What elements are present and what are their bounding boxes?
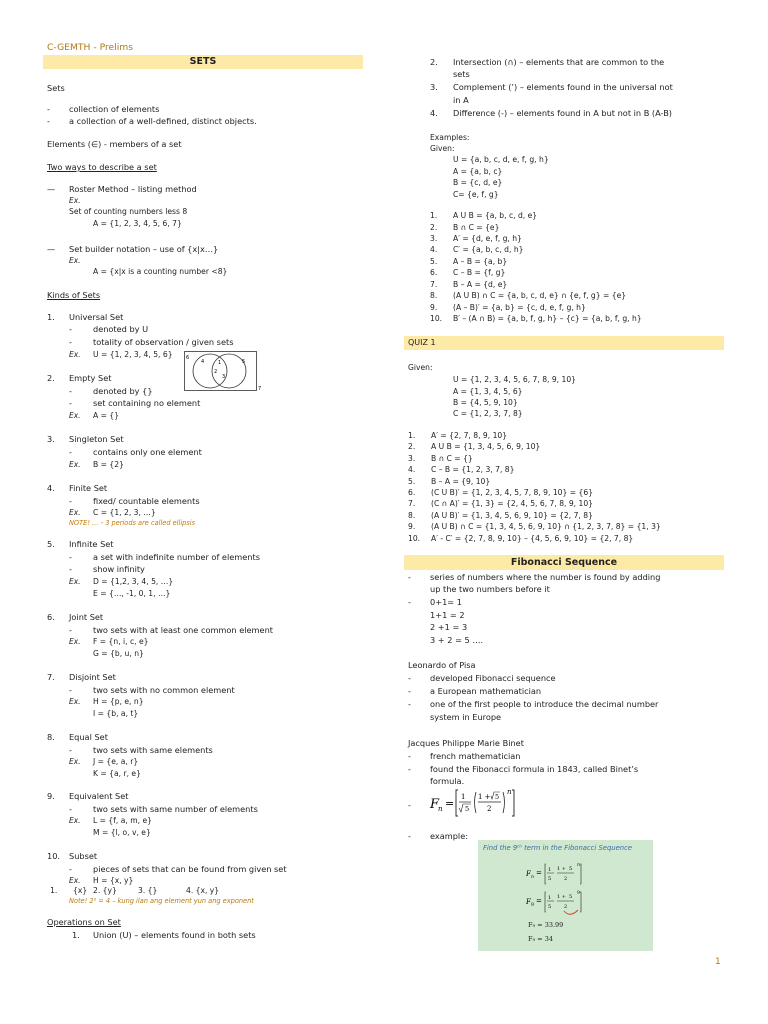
formula-one: 1	[548, 867, 552, 873]
venn-diagram	[184, 351, 264, 393]
bullet-dash: -	[408, 572, 411, 582]
kind-title: Infinite Set	[69, 539, 114, 549]
answer-text: A′ = {2, 7, 8, 9, 10}	[431, 431, 508, 440]
example-label: Ex.	[69, 757, 81, 766]
example-label: Ex.	[69, 411, 81, 420]
kind-example: A = {}	[93, 411, 120, 420]
answer-number: 9.	[430, 303, 438, 312]
venn-label: 1	[218, 360, 222, 366]
kind-bullet: two sets with no common element	[93, 685, 235, 695]
formula-two: 2	[564, 876, 568, 882]
sets-heading: Sets	[47, 83, 65, 93]
answer-text: (C ∩ A)′ = {1, 3} = {2, 4, 5, 6, 7, 8, 9, 10}	[431, 499, 594, 508]
kind-example: C = {1, 2, 3, …}	[93, 508, 156, 517]
kind-title: Empty Set	[69, 373, 112, 383]
example-label: Ex.	[69, 350, 81, 359]
kind-bullet: set containing no element	[93, 398, 201, 408]
formula-bracket-right	[512, 790, 514, 816]
formula-subscript: n	[438, 805, 443, 813]
example-label: Ex.	[69, 637, 81, 646]
answer-number: 1.	[408, 431, 416, 440]
formula-one: 1	[461, 793, 466, 801]
bullet-dash: -	[69, 337, 72, 347]
answer-number: 10.	[408, 534, 421, 543]
bullet-dash: -	[408, 699, 411, 709]
bullet-dash: -	[408, 597, 411, 607]
kind-bullet: show infinity	[93, 564, 145, 574]
venn-label: 4	[201, 359, 205, 365]
given-set: B = {4, 5, 9, 10}	[453, 398, 518, 407]
answer-text: A′ - C′ = {2, 7, 8, 9, 10} – {4, 5, 6, 9, 10} = {2, 7, 8}	[431, 534, 634, 543]
kind-number: 4.	[47, 483, 55, 493]
kinds-heading: Kinds of Sets	[47, 290, 101, 300]
bullet-dash: -	[408, 831, 411, 841]
given-set: A = {a, b, c}	[453, 167, 503, 176]
formula-two: 2	[564, 904, 568, 910]
answer-text: (A U B) ∩ C = {1, 3, 4, 5, 6, 9, 10} ∩ {1, 2, 3, 7, 8} = {1, 3}	[431, 522, 661, 531]
formula-two: 2	[487, 805, 492, 813]
kind-number: 6.	[47, 612, 55, 622]
kind-example: L = {f, a, m, e}	[93, 816, 152, 825]
answer-number: 3.	[430, 234, 438, 243]
two-ways-heading: Two ways to describe a set	[47, 162, 157, 172]
bracket-left	[545, 864, 546, 884]
bullet-dash: -	[69, 386, 72, 396]
binet-fact-cont: formula.	[430, 776, 465, 786]
kind-bullet: pieces of sets that can be found from given set	[93, 864, 287, 874]
op-number: 3.	[430, 82, 438, 92]
op-number: 2.	[430, 57, 438, 67]
answer-number: 3.	[408, 454, 416, 463]
formula-one-plus: 1 +	[557, 866, 566, 872]
fib-calc: 2 +1 = 3	[430, 622, 468, 632]
binet-heading: Jacques Philippe Marie Binet	[408, 738, 524, 748]
formula-f: F	[526, 898, 531, 906]
fib-def-line: up the two numbers before it	[430, 584, 550, 594]
bullet-dash: -	[69, 625, 72, 635]
kind-title: Singleton Set	[69, 434, 124, 444]
bullet-dash: -	[69, 398, 72, 408]
answer-number: 4.	[408, 465, 416, 474]
op-text: sets	[453, 69, 470, 79]
answer-text: (A U B) ∩ C = {a, b, c, d, e} ∩ {e, f, g} = {e}	[453, 291, 627, 300]
page-title: SETS	[189, 56, 217, 67]
given-label: Given:	[408, 363, 433, 372]
formula-f: F	[430, 797, 440, 812]
paren-left	[475, 792, 477, 813]
example-result-1: F₉ = 33.99	[528, 921, 564, 929]
formula-subscript: n	[531, 875, 534, 880]
given-set: U = {1, 2, 3, 4, 5, 6, 7, 8, 9, 10}	[453, 375, 577, 384]
subset-item: 4. {x, y}	[186, 886, 220, 895]
op-text: in A	[453, 95, 469, 105]
kind-bullet: a set with indefinite number of elements	[93, 552, 260, 562]
venn-label: 2	[214, 369, 218, 375]
kind-bullet: denoted by U	[93, 324, 149, 334]
answer-number: 5.	[408, 477, 416, 486]
kind-number: 2.	[47, 373, 55, 383]
kind-example: H = {p, e, n}	[93, 697, 144, 706]
formula-five: 5	[569, 894, 573, 900]
fibonacci-title: Fibonacci Sequence	[510, 557, 618, 568]
ellipsis-note: NOTE! … - 3 periods are called ellipsis	[69, 519, 196, 527]
bullet-dash: -	[408, 751, 411, 761]
answer-number: 2.	[430, 223, 438, 232]
formula-five: 5	[495, 793, 500, 801]
given-set: C = {1, 2, 3, 7, 8}	[453, 409, 523, 418]
fib-def-line: series of numbers where the number is found by adding	[430, 572, 661, 582]
given-set: C= {e, f, g}	[453, 190, 499, 199]
op-text: Difference (-) – elements found in A but not in B (A-B)	[453, 108, 673, 118]
kind-number: 7.	[47, 672, 55, 682]
bracket-left	[545, 892, 546, 912]
binet-fact: french mathematician	[430, 751, 521, 761]
answer-text: A′ = {d, e, f, g, h}	[453, 234, 522, 243]
formula-exponent: n	[507, 788, 512, 796]
given-set: U = {a, b, c, d, e, f, g, h}	[453, 155, 549, 164]
kind-title: Joint Set	[69, 612, 104, 622]
venn-label: 7	[258, 386, 262, 392]
example-formula	[524, 858, 614, 916]
bullet-dash: -	[47, 116, 50, 126]
bullet-dash: -	[69, 552, 72, 562]
builder-value: A = {x|x is a counting number <8}	[93, 267, 228, 276]
formula-bracket-left	[456, 790, 458, 816]
formula-one: 1	[548, 895, 552, 901]
elements-line: Elements (∈) - members of a set	[47, 139, 182, 149]
bullet-dash: -	[69, 447, 72, 457]
bracket-right	[580, 864, 581, 884]
bullet-dash: -	[408, 673, 411, 683]
subset-item: 2. {y}	[93, 886, 117, 895]
example-label: Ex.	[69, 256, 81, 265]
example-label: Ex.	[69, 577, 81, 586]
example-image-title: Find the 9ᵗʰ term in the Fibonacci Sequence	[483, 844, 632, 852]
answer-text: C – B = {1, 2, 3, 7, 8}	[431, 465, 515, 474]
op-text: Intersection (∩) – elements that are common to the	[453, 57, 665, 67]
kind-title: Universal Set	[69, 312, 124, 322]
kind-title: Subset	[69, 851, 98, 861]
bullet-dash: -	[69, 745, 72, 755]
red-annotation-arc	[564, 910, 578, 914]
binet-fact: found the Fibonacci formula in 1843, called Binet’s	[430, 764, 639, 774]
bullet-dash: -	[47, 104, 50, 114]
quiz-title: QUIZ 1	[408, 338, 436, 347]
title-band	[43, 55, 363, 69]
formula-equals: =	[536, 869, 542, 877]
example-label: Ex.	[69, 460, 81, 469]
fib-calc: 3 + 2 = 5 ….	[430, 635, 484, 645]
bullet-dash: -	[69, 804, 72, 814]
given-set: B = {c, d, e}	[453, 178, 503, 187]
answer-number: 7.	[408, 499, 416, 508]
kind-bullet: denoted by {}	[93, 386, 153, 396]
answer-number: 7.	[430, 280, 438, 289]
op-text: Union (U) – elements found in both sets	[93, 930, 256, 940]
binet-example-image	[478, 840, 653, 951]
subset-item: {x}	[73, 886, 88, 895]
leonardo-fact: developed Fibonacci sequence	[430, 673, 556, 683]
answer-text: C′ = {a, b, c, d, h}	[453, 245, 524, 254]
page-number: 1	[715, 957, 721, 967]
bullet-dash: -	[408, 686, 411, 696]
answer-text: B ∩ C = {}	[431, 454, 473, 463]
venn-label: 3	[222, 374, 226, 380]
formula-exponent: 9	[577, 891, 580, 896]
formula-five: 5	[548, 904, 552, 910]
example-label: Ex.	[69, 196, 81, 205]
binet-formula	[428, 786, 528, 820]
example-label: Ex.	[69, 508, 81, 517]
answer-number: 6.	[408, 488, 416, 497]
em-dash-bullet: —	[47, 244, 56, 254]
answer-number: 4.	[430, 245, 438, 254]
answer-text: B – A = {9, 10}	[431, 477, 491, 486]
example-label: Ex.	[69, 697, 81, 706]
answer-number: 6.	[430, 268, 438, 277]
example-label: example:	[430, 831, 468, 841]
kind-bullet: two sets with at least one common element	[93, 625, 273, 635]
answer-number: 9.	[408, 522, 416, 531]
kind-title: Equal Set	[69, 732, 108, 742]
bullet-dash: -	[69, 324, 72, 334]
kind-bullet: totality of observation / given sets	[93, 337, 234, 347]
answer-number: 8.	[408, 511, 416, 520]
leonardo-heading: Leonardo of Pisa	[408, 660, 476, 670]
answer-number: 8.	[430, 291, 438, 300]
subset-item: 3. {}	[138, 886, 158, 895]
kind-title: Disjoint Set	[69, 672, 116, 682]
kind-example: U = {1, 2, 3, 4, 5, 6}	[93, 350, 173, 359]
kind-example: E = {…, -1, 0, 1, …}	[93, 589, 171, 598]
answer-text: B′ – (A ∩ B) = {a, b, f, g, h} – {c} = {a, b, f, g, h}	[453, 314, 642, 323]
kind-number: 1.	[47, 312, 55, 322]
answer-number: 5.	[430, 257, 438, 266]
answer-number: 10.	[430, 314, 443, 323]
formula-equals: =	[536, 897, 542, 905]
op-number: 4.	[430, 108, 438, 118]
bullet-dash: -	[408, 800, 411, 810]
kind-example: F = {n, i, c, e}	[93, 637, 149, 646]
paren-right	[503, 792, 505, 813]
operations-heading: Operations on Set	[47, 917, 121, 927]
formula-subscript: 9	[531, 903, 534, 908]
roster-title: Roster Method – listing method	[69, 184, 197, 194]
kind-example: G = {b, u, n}	[93, 649, 144, 658]
fib-calc: 0+1= 1	[430, 597, 462, 607]
op-number: 1.	[72, 930, 80, 940]
formula-f: F	[526, 870, 531, 878]
answer-number: 1.	[430, 211, 438, 220]
roster-desc: Set of counting numbers less 8	[69, 207, 188, 216]
em-dash-bullet: —	[47, 184, 56, 194]
bullet-dash: -	[69, 685, 72, 695]
quiz-band	[404, 336, 724, 350]
bullet-dash: -	[408, 764, 411, 774]
answer-text: B ∩ C = {e}	[453, 223, 500, 232]
op-text: Complement (’) – elements found in the universal not	[453, 82, 673, 92]
fibonacci-band	[404, 555, 724, 570]
bullet-dash: -	[69, 864, 72, 874]
bullet-dash: -	[69, 564, 72, 574]
set-a-circle	[193, 354, 227, 388]
kind-number: 5.	[47, 539, 55, 549]
formula-five: 5	[569, 866, 573, 872]
kind-bullet: fixed/ countable elements	[93, 496, 200, 506]
formula-equals: =	[445, 797, 455, 810]
leonardo-fact: a European mathematician	[430, 686, 542, 696]
kind-number: 10.	[47, 851, 61, 861]
fib-calc: 1+1 = 2	[430, 610, 465, 620]
example-result-2: F₉ = 34	[528, 935, 553, 943]
kind-example: J = {e, a, r}	[93, 757, 139, 766]
kind-number: 8.	[47, 732, 55, 742]
examples-label: Examples:	[430, 133, 470, 142]
kind-example: M = {l, o, v, e}	[93, 828, 151, 837]
answer-text: A – B = {a, b}	[453, 257, 508, 266]
kind-number: 9.	[47, 791, 55, 801]
subset-note: Note! 2² = 4 – kung ilan ang element yun ang exponent	[69, 897, 254, 905]
given-set: A = {1, 3, 4, 5, 6}	[453, 387, 523, 396]
kind-example: I = {b, a, t}	[93, 709, 139, 718]
sets-def-1: collection of elements	[69, 104, 160, 114]
kind-example: K = {a, r, e}	[93, 769, 141, 778]
answer-text: B – A = {d, e}	[453, 280, 508, 289]
subset-list-number: 1.	[50, 886, 58, 895]
answer-text: A U B = {1, 3, 4, 5, 6, 9, 10}	[431, 442, 541, 451]
leonardo-fact: one of the first people to introduce the decimal number	[430, 699, 659, 709]
answer-number: 2.	[408, 442, 416, 451]
formula-five: 5	[465, 805, 470, 813]
example-label: Ex.	[69, 876, 81, 885]
bracket-right	[580, 892, 581, 912]
answer-text: (A U B)′ = {1, 3, 4, 5, 6, 9, 10} = {2, 7, 8}	[431, 511, 593, 520]
roster-value: A = {1, 2, 3, 4, 5, 6, 7}	[93, 219, 182, 228]
sets-def-2: a collection of a well-defined, distinct objects.	[69, 116, 257, 126]
formula-one-plus: 1 +	[478, 793, 491, 801]
kind-title: Equivalent Set	[69, 791, 129, 801]
answer-text: A U B = {a, b, c, d, e}	[453, 211, 538, 220]
venn-label: 5	[242, 359, 246, 365]
kind-bullet: two sets with same elements	[93, 745, 213, 755]
formula-one-plus: 1 +	[557, 894, 566, 900]
given-label: Given:	[430, 144, 455, 153]
answer-text: C – B = {f, g}	[453, 268, 506, 277]
kind-example: B = {2}	[93, 460, 124, 469]
leonardo-fact-cont: system in Europe	[430, 712, 502, 722]
kind-number: 3.	[47, 434, 55, 444]
answer-text: (A – B)′ = {a, b} = {c, d, e, f, g, h}	[453, 303, 586, 312]
kind-bullet: contains only one element	[93, 447, 202, 457]
bullet-dash: -	[69, 496, 72, 506]
example-label: Ex.	[69, 816, 81, 825]
builder-title: Set builder notation – use of {x|x…}	[69, 244, 219, 254]
kind-title: Finite Set	[69, 483, 108, 493]
venn-label: 6	[186, 355, 190, 361]
course-header: C-GEMTH - Prelims	[47, 42, 134, 53]
kind-example: H = {x, y}	[93, 876, 134, 885]
answer-text: (C U B)′ = {1, 2, 3, 4, 5, 7, 8, 9, 10} = {6}	[431, 488, 594, 497]
formula-five: 5	[548, 876, 552, 882]
formula-exponent: n	[577, 863, 580, 868]
kind-example: D = {1,2, 3, 4, 5, …}	[93, 577, 174, 586]
kind-bullet: two sets with same number of elements	[93, 804, 258, 814]
